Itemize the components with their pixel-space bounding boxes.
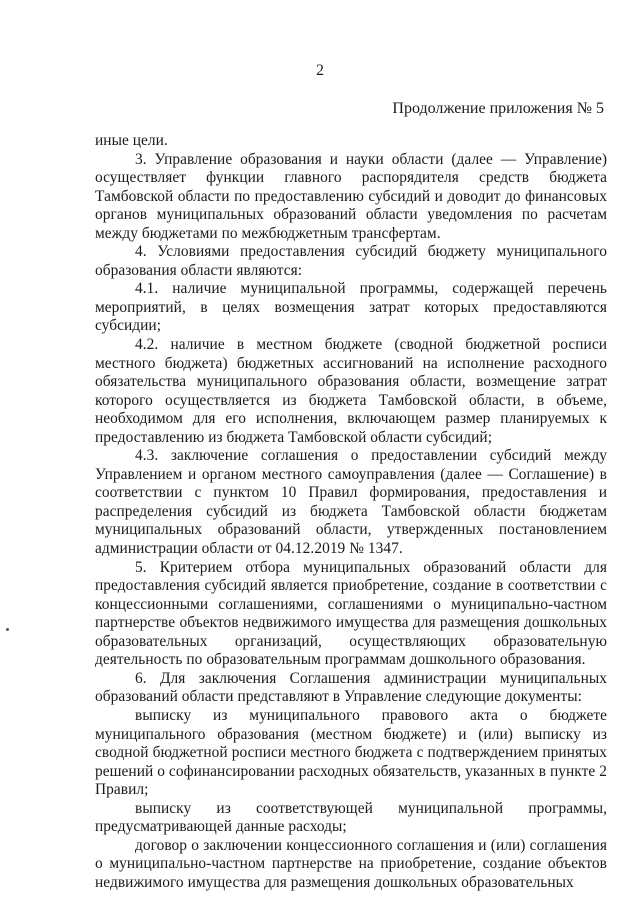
paragraph: 3. Управление образования и науки области (далее — Управление) осуществляет функции главного распорядителя средств бюджета Тамбовской области по предоставлению субсидий и доводит до финансовых органов муниципальных образований области уведомления по расчетам между бюджетами по межбюджетным трансфертам.	[95, 150, 607, 242]
paragraph: договор о заключении концессионного соглашения и (или) соглашения о муниципально-частном партнерстве на приобретение, создание объектов недвижимого имущества для размещения дошкольных образовательных	[95, 836, 607, 891]
paragraph: 4.1. наличие муниципальной программы, содержащей перечень мероприятий, в целях возмещения затрат которых предоставляются субсидии;	[95, 280, 607, 335]
paragraph: выписку из муниципального правового акта о бюджете муниципального образования (местном бюджете) и (или) выписку из сводной бюджетной росписи местного бюджета с подтверждением принятых решений о софинансировании расходных обязательств, указанных в пункте 2 Правил;	[95, 706, 607, 799]
paragraph: 4. Условиями предоставления субсидий бюджету муниципального образования области являются:	[95, 243, 607, 279]
paragraph: 5. Критерием отбора муниципальных образований области для предоставления субсидий является приобретение, создание в соответствии с концессионными соглашениями, соглашениями о муниципально-частном партнерстве объектов недвижимого имущества для размещения дошкольных образовательных организаций, осуществляющих образовательную деятельность по образовательным программам дошкольного образования.	[95, 558, 607, 669]
paragraph: 4.3. заключение соглашения о предоставлении субсидий между Управлением и органом местного самоуправления (далее — Соглашение) в соответствии с пунктом 10 Правил формирования, предоставления и распределения субсидий из бюджета Тамбовской области бюджетам муниципальных образований области, утвержденных постановлением администрации области от 04.12.2019 № 1347.	[95, 447, 607, 558]
appendix-header: Продолжение приложения № 5	[392, 100, 604, 117]
paragraph: иные цели.	[95, 132, 168, 149]
margin-mark	[6, 628, 9, 631]
paragraph: 6. Для заключения Соглашения администрации муниципальных образований области представляют в Управление следующие документы:	[95, 669, 607, 706]
paragraph: 4.2. наличие в местном бюджете (сводной бюджетной росписи местного бюджета) бюджетных ассигнований на исполнение расходного обязательства муниципального образования области, возмещение затрат которого осуществляется из бюджета Тамбовской области, в объеме, необходимом для его исполнения, включающем размер планируемых к предоставлению из бюджета Тамбовской области субсидий;	[95, 336, 607, 446]
body-text	[95, 132, 607, 892]
page-number: 2	[316, 62, 324, 79]
paragraph: выписку из соответствующей муниципальной программы, предусматривающей данные расходы;	[95, 799, 607, 836]
